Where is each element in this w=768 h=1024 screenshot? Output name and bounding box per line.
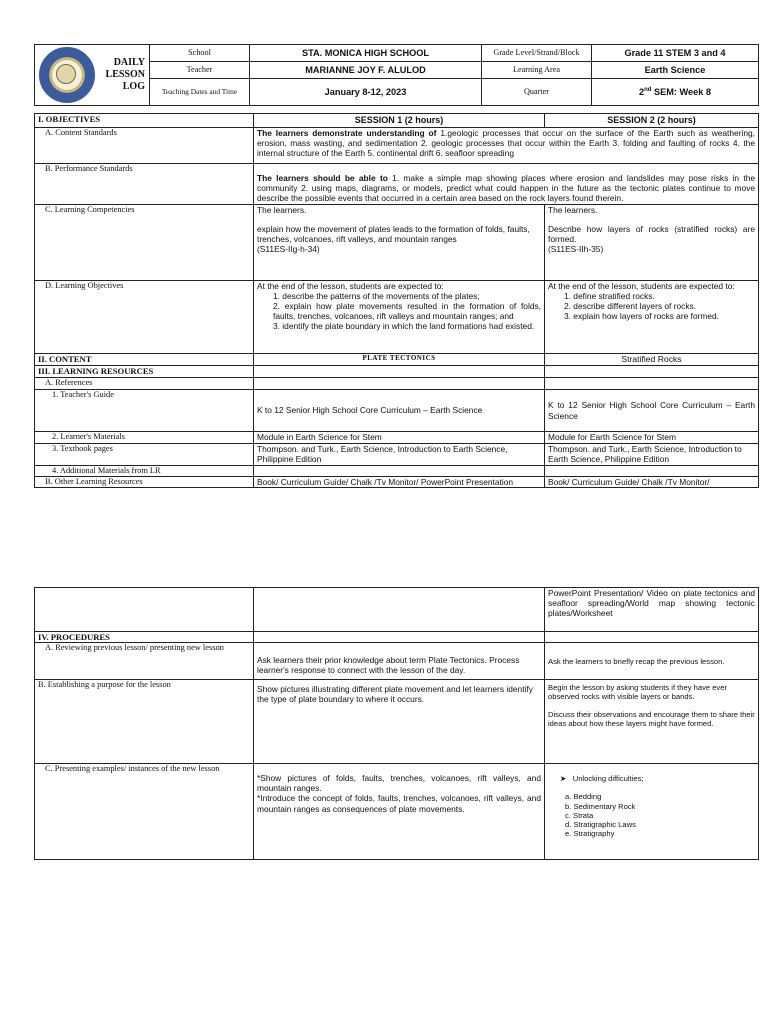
content-standards-text: The learners demonstrate understanding of 1.geologic processes that occur on the surface of the Earth such as weathering, erosion, mass wasting, and sedimentation 2. geologic processes that occur within the Earth 3. folding and faulting of rocks 4. the internal structure of the Earth 5. continental drift 6. seafloor spreading — [254, 128, 759, 164]
performance-standards-label: B. Performance Standards — [35, 164, 254, 205]
arrow-bullet-icon: ➤ — [560, 774, 567, 784]
objectives-heading: I. OBJECTIVES — [35, 114, 254, 128]
other-resources-label: B. Other Learning Resources — [35, 477, 254, 488]
school-label: School — [150, 45, 250, 62]
teachers-guide-label: 1. Teacher's Guide — [35, 390, 254, 432]
learning-objectives-session1: At the end of the lesson, students are expected to: 1. describe the patterns of the movements of the plates; 2. explain how plate movements resulted in the formation of folds, faults, trenches, volcanoes, rift valleys and mountain ranges; and 3. identify the plate boundary in which the land formations had existed. — [254, 281, 545, 354]
content-standards-label: A. Content Standards — [35, 128, 254, 164]
procedure-c-session1: *Show pictures of folds, faults, trenches, volcanoes, rift valleys, and mountain ranges. *Introduce the concept of folds, faults, trenches, volcanoes, rift valleys, and mountain ranges as consequences of plate movements. — [254, 764, 545, 860]
procedure-a-session2: Ask the learners to briefly recap the previous lesson. — [545, 643, 759, 680]
content-session1: PLATE TECTONICS — [254, 354, 545, 366]
competencies-label: C. Learning Competencies — [35, 205, 254, 281]
references-label: A. References — [35, 378, 254, 390]
textbook-pages-session1: Thompson. and Turk., Earth Science, Introduction to Earth Science, Philippine Edition — [254, 444, 545, 466]
dll-title: DAILY LESSON LOG — [105, 57, 145, 92]
content-heading: II. CONTENT — [35, 354, 254, 366]
deped-seal-icon — [39, 47, 95, 103]
quarter-value: 2nd SEM: Week 8 — [592, 79, 759, 106]
dates-value: January 8-12, 2023 — [250, 79, 482, 106]
procedure-a-label: A. Reviewing previous lesson/ presenting new lesson — [35, 643, 254, 680]
other-resources-session2-continued: PowerPoint Presentation/ Video on plate tectonics and seafloor spreading/World map showing tectonic plates/Worksheet — [545, 588, 759, 632]
procedure-c-label: C. Presenting examples/ instances of the new lesson — [35, 764, 254, 860]
learners-materials-session1: Module in Earth Science for Stem — [254, 432, 545, 444]
area-label: Learning Area — [482, 62, 592, 79]
procedure-b-label: B. Establishing a purpose for the lesson — [35, 680, 254, 764]
competency-session2: The learners. Describe how layers of rocks (stratified rocks) are formed. (S11ES-IIh-35) — [545, 205, 759, 281]
learners-materials-label: 2. Learner's Materials — [35, 432, 254, 444]
procedure-a-session1: Ask learners their prior knowledge about term Plate Tectonics. Process learner's response to connect with the lesson of the day. — [254, 643, 545, 680]
procedure-b-session1: Show pictures illustrating different plate movement and let learners identify the type of plate boundary to where it occurs. — [254, 680, 545, 764]
teachers-guide-session2: K to 12 Senior High School Core Curriculum – Earth Science — [545, 390, 759, 432]
grade-label: Grade Level/Strand/Block — [482, 45, 592, 62]
session1-header: SESSION 1 (2 hours) — [254, 114, 545, 128]
textbook-pages-label: 3. Textbook pages — [35, 444, 254, 466]
performance-standards-text: The learners should be able to 1. make a simple map showing places where erosion and landslides may pose risks in the community 2. using maps, diagrams, or models, predict what could happen in the future as the tectonic plates continue to move describe the possible events that occurred in a certain area based on the rock layers found therein. — [254, 164, 759, 205]
session2-header: SESSION 2 (2 hours) — [545, 114, 759, 128]
school-value: STA. MONICA HIGH SCHOOL — [250, 45, 482, 62]
learning-objectives-label: D. Learning Objectives — [35, 281, 254, 354]
procedure-b-session2: Begin the lesson by asking students if they have ever observed rocks with visible layers or bands. Discuss their observations and encourage them to share their ideas about how these layers might have formed. — [545, 680, 759, 764]
teacher-value: MARIANNE JOY F. ALULOD — [250, 62, 482, 79]
dates-label: Teaching Dates and Time — [150, 79, 250, 106]
other-resources-session2: Book/ Curriculum Guide/ Chalk /Tv Monitor/ — [545, 477, 759, 488]
teacher-label: Teacher — [150, 62, 250, 79]
procedure-c-session2: ➤ Unlocking difficulties; a. Bedding b. Sedimentary Rock c. Strata d. Stratigraphic Laws e. Stratigraphy — [545, 764, 759, 860]
additional-materials-label: 4. Additional Materials from LR — [35, 466, 254, 477]
teachers-guide-session1: K to 12 Senior High School Core Curriculum – Earth Science — [254, 390, 545, 432]
area-value: Earth Science — [592, 62, 759, 79]
textbook-pages-session2: Thompson. and Turk., Earth Science, Introduction to Earth Science, Philippine Edition — [545, 444, 759, 466]
resources-heading: III. LEARNING RESOURCES — [35, 366, 254, 378]
header-table — [34, 44, 759, 106]
competency-session1: The learners. explain how the movement of plates leads to the formation of folds, faults, trenches, volcanoes, rift valleys, and mountain ranges (S11ES-IIg-h-34) — [254, 205, 545, 281]
quarter-label: Quarter — [482, 79, 592, 106]
content-session2: Stratified Rocks — [545, 354, 759, 366]
learners-materials-session2: Module for Earth Science for Stem — [545, 432, 759, 444]
procedures-heading: IV. PROCEDURES — [35, 632, 254, 643]
dll-main-table — [34, 113, 759, 488]
header-logo-cell — [35, 45, 150, 106]
other-resources-session1: Book/ Curriculum Guide/ Chalk /Tv Monitor/ PowerPoint Presentation — [254, 477, 545, 488]
unlocking-difficulties-item: ➤ Unlocking difficulties; — [560, 774, 644, 784]
dll-main-table-continued — [34, 587, 759, 860]
learning-objectives-session2: At the end of the lesson, students are expected to: 1. define stratified rocks. 2. describe different layers of rocks. 3. explain how layers of rocks are formed. — [545, 281, 759, 354]
grade-value: Grade 11 STEM 3 and 4 — [592, 45, 759, 62]
